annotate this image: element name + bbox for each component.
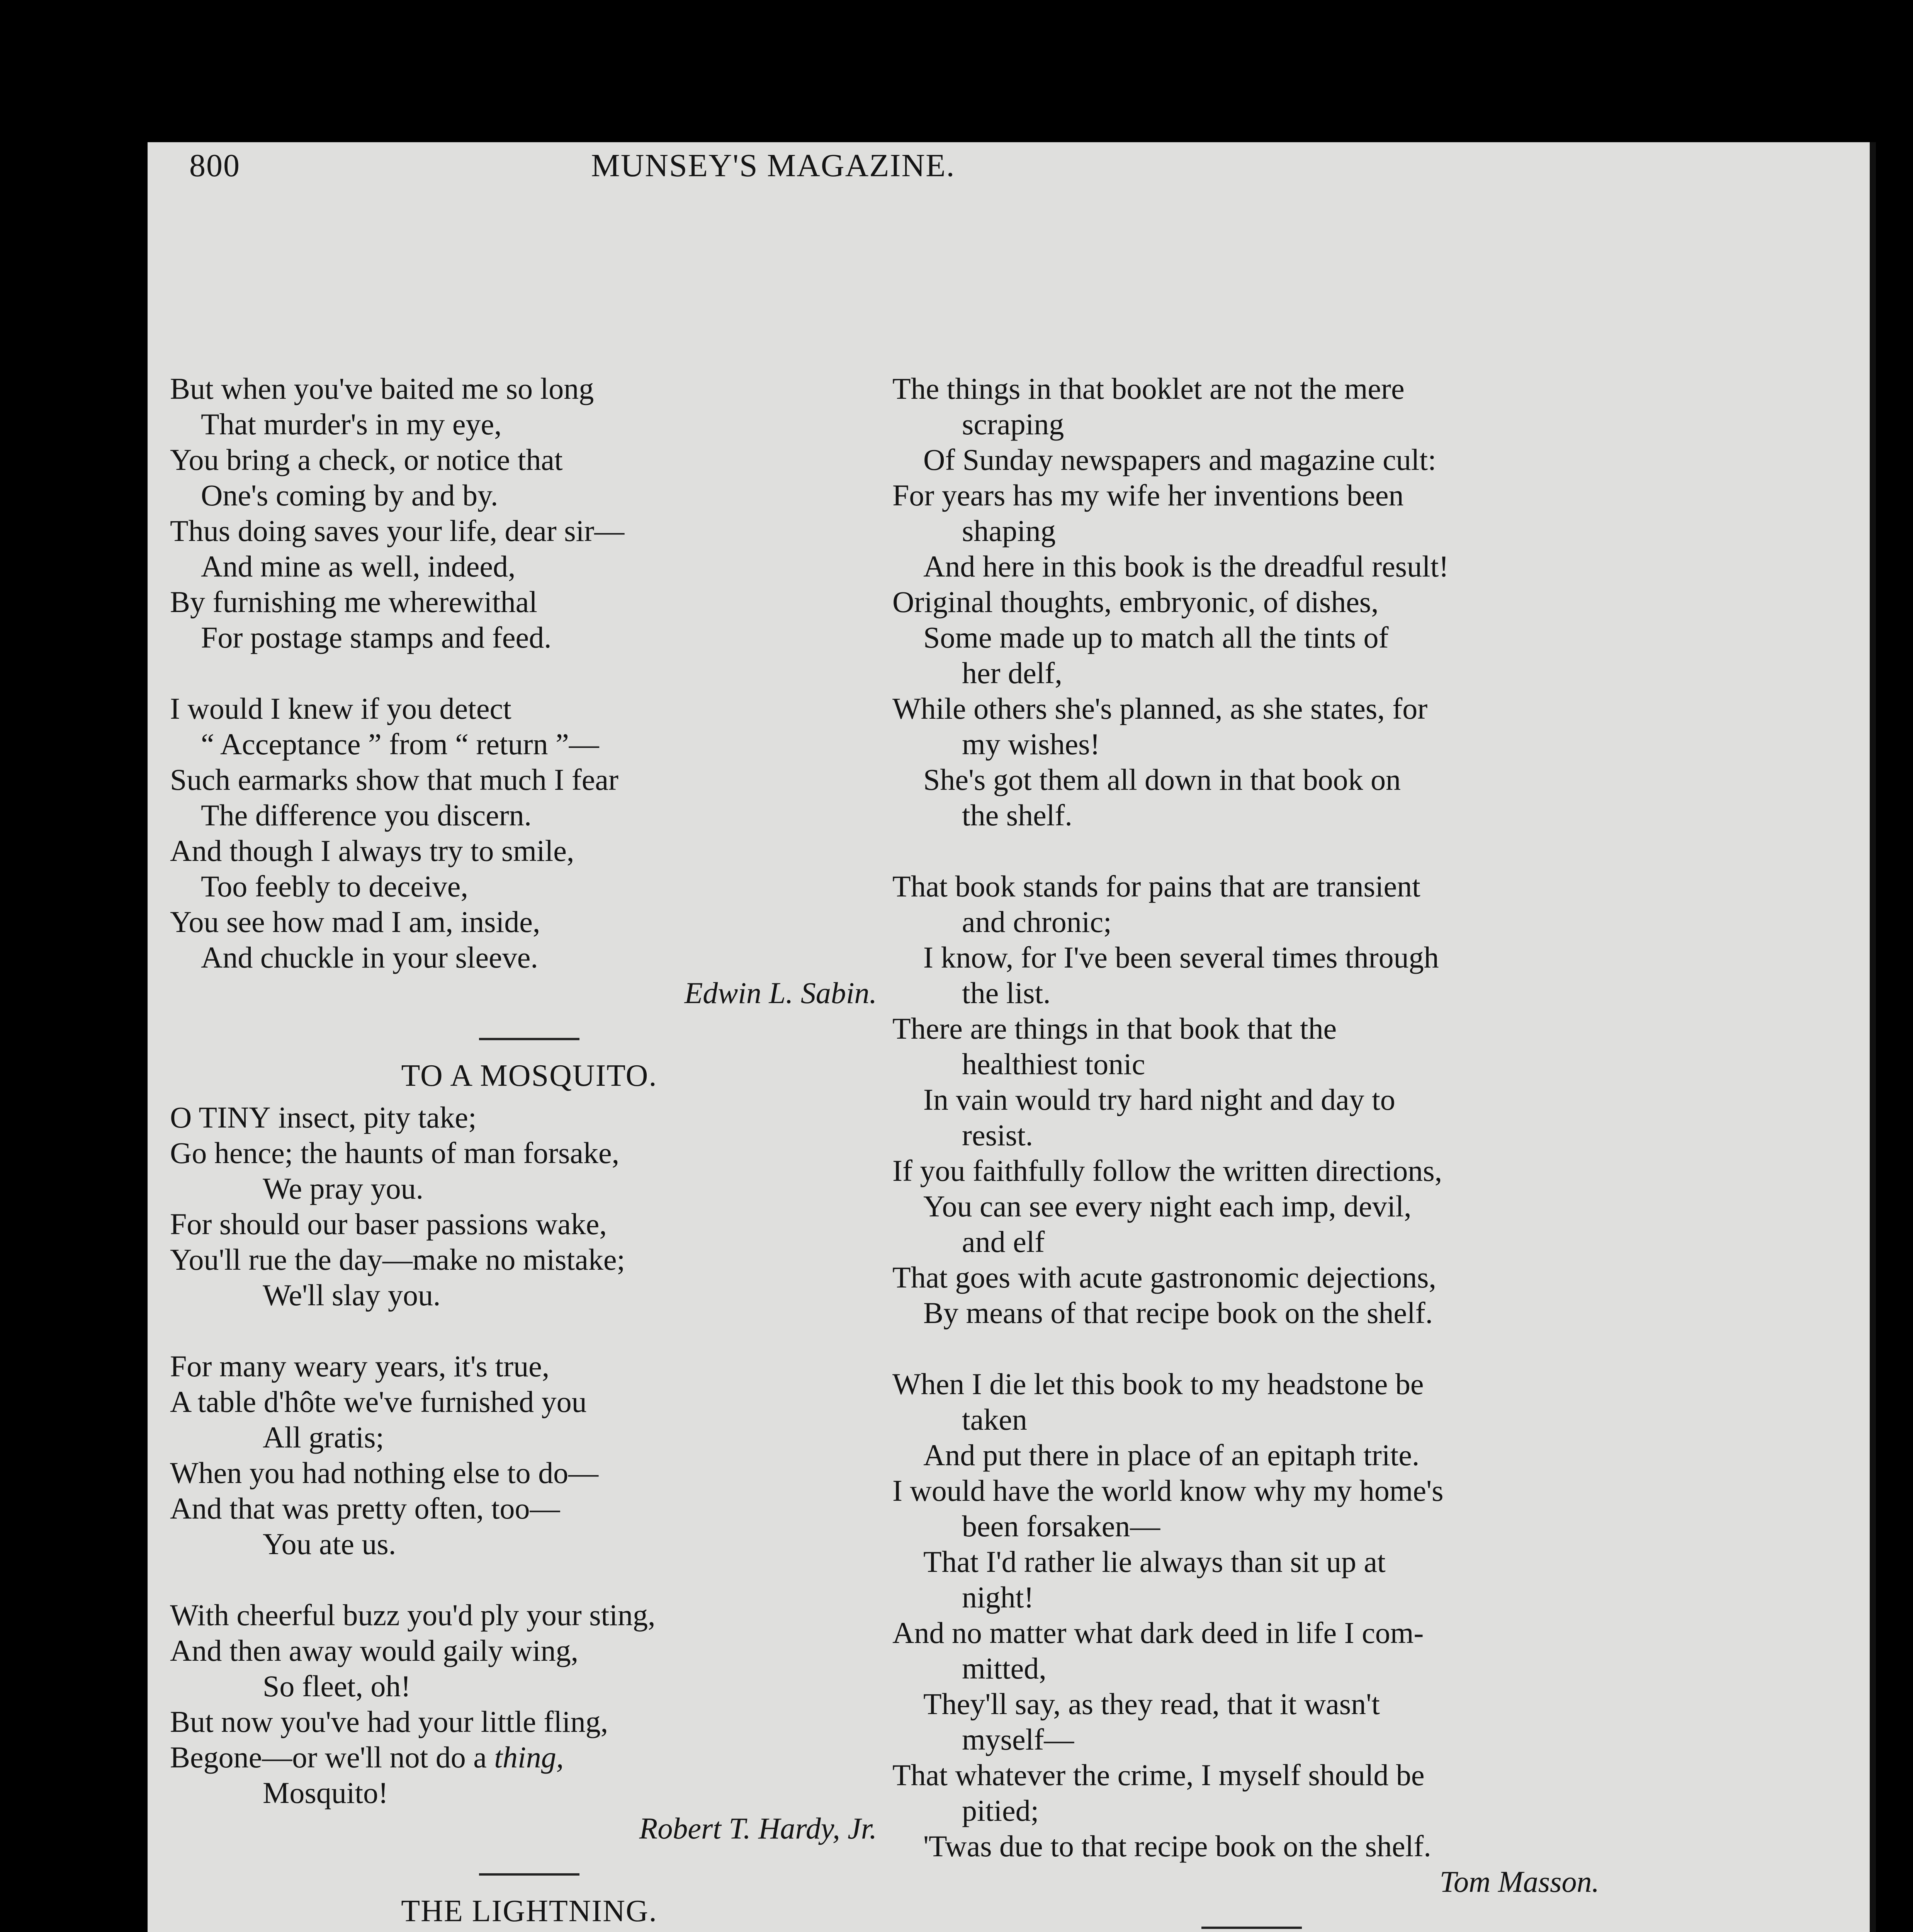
left-column <box>170 371 889 1932</box>
stanza-gap <box>170 1313 889 1349</box>
poem-line: mitted, <box>962 1651 1047 1685</box>
poem-line: Mosquito! <box>263 1776 389 1810</box>
poem-line: her delf, <box>962 656 1062 690</box>
poem-line: You ate us. <box>263 1527 396 1561</box>
poem-line: Original thoughts, embryonic, of dishes, <box>892 585 1379 619</box>
italic-word: thing, <box>494 1740 564 1774</box>
poem-line <box>170 1740 889 1775</box>
section-divider <box>479 1038 579 1040</box>
poem-recipe-book-continued <box>892 371 1611 1900</box>
poem-line: And here in this book is the dreadful result! <box>923 549 1449 583</box>
poem-line: That I'd rather lie always than sit up at <box>923 1545 1386 1578</box>
poem-author: Tom Masson. <box>1439 1865 1599 1898</box>
poem-mosquito <box>170 1058 889 1846</box>
poem-line: That whatever the crime, I myself should be <box>892 1758 1425 1792</box>
poem-line: One's coming by and by. <box>201 478 498 512</box>
poem-line: shaping <box>962 514 1056 548</box>
poem-line: night! <box>962 1580 1034 1614</box>
poem-author: Edwin L. Sabin. <box>684 976 877 1010</box>
stanza-gap <box>170 655 889 691</box>
poem-line: And no matter what dark deed in life I com- <box>892 1616 1424 1650</box>
poem-line: the shelf. <box>962 798 1072 832</box>
right-column <box>892 371 1611 1932</box>
poem-line: and elf <box>962 1225 1045 1259</box>
poem-line: All gratis; <box>263 1420 384 1454</box>
page-number: 800 <box>189 148 240 184</box>
poem-line: You'll rue the day—make no mistake; <box>170 1243 625 1276</box>
poem-line: In vain would try hard night and day to <box>923 1083 1395 1116</box>
poem-line: resist. <box>962 1118 1033 1152</box>
poem-author: Robert T. Hardy, Jr. <box>639 1811 877 1845</box>
poem-line: For should our baser passions wake, <box>170 1207 607 1241</box>
poem-line: When you had nothing else to do— <box>170 1456 599 1490</box>
poem-line: For postage stamps and feed. <box>201 621 552 654</box>
poem-line: I know, for I've been several times through <box>923 940 1439 974</box>
poem-line: “ Acceptance ” from “ return ”— <box>201 727 599 761</box>
poem-line: Too feebly to deceive, <box>201 869 468 903</box>
poem-line: You see how mad I am, inside, <box>170 905 540 939</box>
poem-line: So fleet, oh! <box>263 1669 411 1703</box>
section-divider <box>479 1873 579 1876</box>
poem-line-text: insect, pity take; <box>270 1100 477 1134</box>
poem-line: While others she's planned, as she states, for <box>892 692 1428 725</box>
section-divider <box>1201 1927 1302 1929</box>
poem-line: I would have the world know why my home's <box>892 1474 1444 1507</box>
poem-line: Such earmarks show that much I fear <box>170 763 618 796</box>
poem-line: And that was pretty often, too— <box>170 1492 560 1525</box>
poem-title: TO A MOSQUITO. <box>401 1059 657 1093</box>
poem-line: That book stands for pains that are transient <box>892 869 1420 903</box>
poem-line: A table d'hôte we've furnished you <box>170 1385 587 1418</box>
poem-line: You bring a check, or notice that <box>170 443 563 476</box>
poem-title: THE LIGHTNING. <box>401 1894 657 1928</box>
poem-line-text: Begone—or we'll not do a <box>170 1740 487 1774</box>
poem-line: They'll say, as they read, that it wasn't <box>923 1687 1380 1721</box>
poem-line: Thus doing saves your life, dear sir— <box>170 514 625 548</box>
poem-line: healthiest tonic <box>962 1047 1145 1081</box>
poem-line: For years has my wife her inventions been <box>892 478 1404 512</box>
poem-line: Some made up to match all the tints of <box>923 621 1389 654</box>
drop-word: O TINY <box>170 1100 271 1134</box>
poem-line: But now you've had your little fling, <box>170 1705 608 1738</box>
poem-line: There are things in that book that the <box>892 1012 1337 1045</box>
poem-line: But when you've baited me so long <box>170 372 594 405</box>
poem-line: the list. <box>962 976 1051 1010</box>
poem-line: I would I knew if you detect <box>170 692 511 725</box>
poem-line: You can see every night each imp, devil, <box>923 1189 1412 1223</box>
poem-line: pitied; <box>962 1794 1039 1827</box>
poem-line: And then away would gaily wing, <box>170 1634 579 1667</box>
poem-line: For many weary years, it's true, <box>170 1349 550 1383</box>
poem-line: That murder's in my eye, <box>201 407 502 441</box>
poem-line: scraping <box>962 407 1064 441</box>
poem-line: And put there in place of an epitaph trite. <box>923 1438 1420 1472</box>
poem-line: If you faithfully follow the written directions, <box>892 1154 1442 1187</box>
magazine-title: MUNSEY'S MAGAZINE. <box>591 148 955 184</box>
poem-line: She's got them all down in that book on <box>923 763 1401 796</box>
poem-sabin <box>170 371 889 1011</box>
poem-line: We'll slay you. <box>263 1278 441 1312</box>
poem-line <box>170 1100 889 1135</box>
poem-line: The difference you discern. <box>201 798 532 832</box>
page-gutter <box>1870 142 1876 1932</box>
stanza-gap <box>892 833 1611 869</box>
page-header <box>189 147 1379 189</box>
poem-line: been forsaken— <box>962 1509 1160 1543</box>
poem-line: And mine as well, indeed, <box>201 549 516 583</box>
poem-line: And chuckle in your sleeve. <box>201 940 538 974</box>
poem-line: We pray you. <box>263 1172 424 1205</box>
poem-lightning <box>170 1893 889 1932</box>
poem-line: taken <box>962 1403 1027 1436</box>
poem-line: Of Sunday newspapers and magazine cult: <box>923 443 1436 476</box>
poem-line: 'Twas due to that recipe book on the shelf. <box>923 1829 1431 1863</box>
poem-line: my wishes! <box>962 727 1100 761</box>
stanza-gap <box>892 1331 1611 1366</box>
poem-line: And though I always try to smile, <box>170 834 574 867</box>
poem-line: By means of that recipe book on the shelf. <box>923 1296 1433 1330</box>
poem-line: The things in that booklet are not the mere <box>892 372 1405 405</box>
stanza-gap <box>170 1562 889 1597</box>
poem-line: By furnishing me wherewithal <box>170 585 537 619</box>
poem-line: Go hence; the haunts of man forsake, <box>170 1136 620 1170</box>
poem-line: myself— <box>962 1723 1074 1756</box>
poem-line: With cheerful buzz you'd ply your sting, <box>170 1598 656 1632</box>
poem-line: That goes with acute gastronomic dejections, <box>892 1260 1436 1294</box>
poem-line: and chronic; <box>962 905 1112 939</box>
poem-line: When I die let this book to my headstone be <box>892 1367 1424 1401</box>
